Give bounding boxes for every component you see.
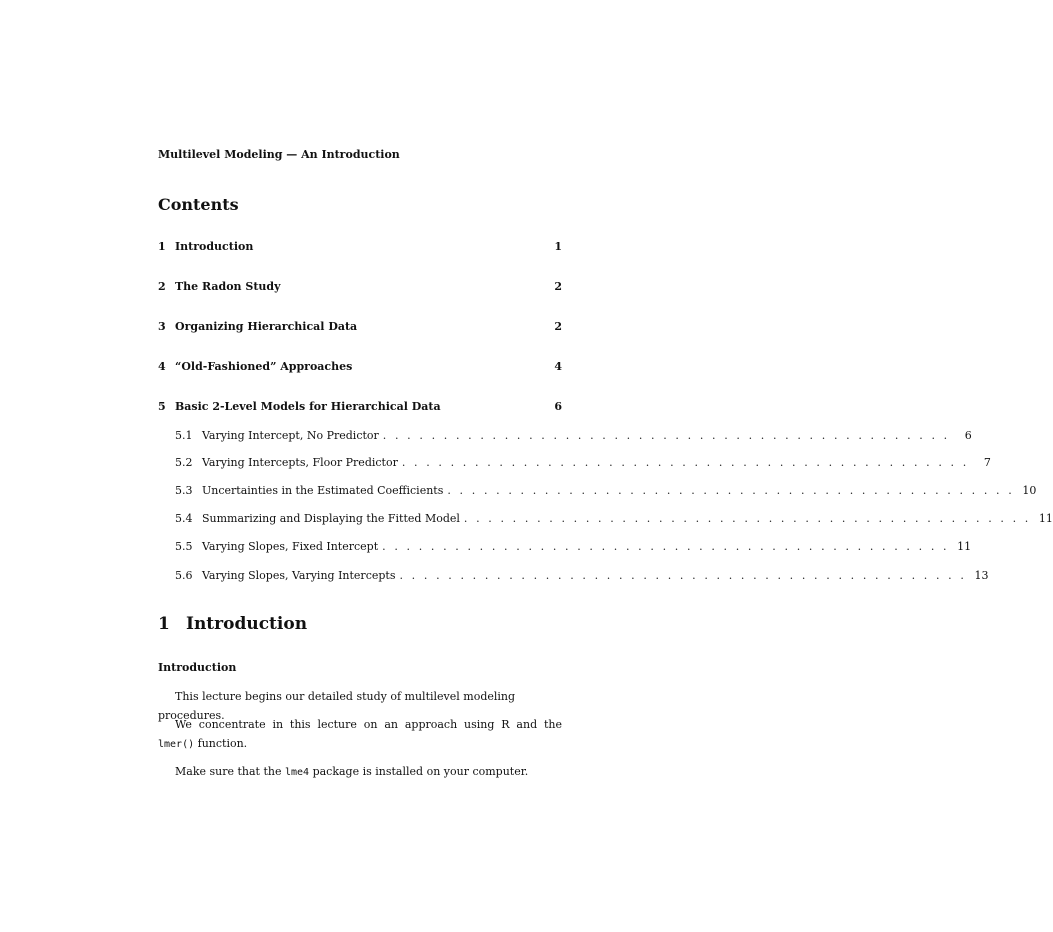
toc-subsection-title: Uncertainties in the Estimated Coefficients bbox=[202, 484, 444, 497]
toc-page-number: 7 bbox=[983, 456, 991, 469]
toc-subsection-title: Varying Intercepts, Floor Predictor bbox=[202, 456, 398, 469]
toc-section-title: Organizing Hierarchical Data bbox=[175, 320, 358, 333]
section-number: 1 bbox=[158, 614, 170, 634]
toc-section-number: 3 bbox=[158, 320, 166, 333]
toc-dot-leader: . . . . . . . . . . . . . . . . . . . . . . . . . . . . . . . . . . . . . . . . . . . . . . . bbox=[399, 569, 967, 582]
toc-section-5[interactable] bbox=[158, 400, 562, 416]
toc-section-number: 2 bbox=[158, 280, 166, 293]
toc-subsection-5-2[interactable] bbox=[175, 456, 991, 472]
paragraph-text: function. bbox=[194, 737, 248, 750]
toc-section-title: Basic 2-Level Models for Hierarchical Data bbox=[175, 400, 441, 413]
paragraph-heading: Introduction bbox=[158, 661, 237, 674]
toc-page-number: 2 bbox=[554, 320, 562, 333]
paragraph-text: We concentrate in this lecture on an approach using R and the bbox=[175, 718, 562, 731]
toc-section-title: Introduction bbox=[175, 240, 254, 253]
toc-section-2[interactable] bbox=[158, 280, 562, 296]
toc-section-number: 4 bbox=[158, 360, 166, 373]
paragraph-3 bbox=[158, 762, 562, 782]
contents-title: Contents bbox=[158, 195, 239, 214]
toc-section-number: 5 bbox=[158, 400, 166, 413]
toc-subsection-number: 5.6 bbox=[175, 569, 193, 582]
paragraph-1: This lecture begins our detailed study of multilevel modeling procedures. bbox=[158, 690, 516, 722]
toc-section-number: 1 bbox=[158, 240, 166, 253]
toc-page-number: 13 bbox=[974, 569, 989, 582]
paragraph-2 bbox=[158, 715, 562, 754]
toc-dot-leader: . . . . . . . . . . . . . . . . . . . . . . . . . . . . . . . . . . . . . . . . . . . . . . . bbox=[382, 429, 950, 442]
toc-section-1[interactable] bbox=[158, 240, 562, 256]
toc-subsection-5-6[interactable] bbox=[175, 569, 989, 585]
paragraph-text: Make sure that the bbox=[175, 765, 285, 778]
toc-subsection-number: 5.3 bbox=[175, 484, 193, 497]
toc-subsection-title: Varying Intercept, No Predictor bbox=[202, 429, 379, 442]
toc-subsection-number: 5.2 bbox=[175, 456, 193, 469]
toc-section-title: The Radon Study bbox=[175, 280, 281, 293]
toc-subsection-5-5[interactable] bbox=[175, 540, 972, 556]
toc-dot-leader: . . . . . . . . . . . . . . . . . . . . . . . . . . . . . . . . . . . . . . . . . . . . . . . bbox=[382, 540, 950, 553]
toc-subsection-5-4[interactable] bbox=[175, 512, 1053, 528]
toc-page-number: 10 bbox=[1022, 484, 1037, 497]
toc-section-title: “Old-Fashioned” Approaches bbox=[175, 360, 353, 373]
toc-subsection-title: Summarizing and Displaying the Fitted Model bbox=[202, 512, 460, 525]
section-title: Introduction bbox=[186, 614, 308, 634]
toc-subsection-number: 5.5 bbox=[175, 540, 193, 553]
toc-subsection-5-3[interactable] bbox=[175, 484, 1037, 500]
toc-page-number: 2 bbox=[554, 280, 562, 293]
toc-subsection-title: Varying Slopes, Fixed Intercept bbox=[202, 540, 379, 553]
toc-page-number: 1 bbox=[554, 240, 562, 253]
toc-section-4[interactable] bbox=[158, 360, 562, 376]
toc-subsection-5-1[interactable] bbox=[175, 429, 972, 445]
toc-page-number: 6 bbox=[554, 400, 562, 413]
toc-subsection-title: Varying Slopes, Varying Intercepts bbox=[202, 569, 396, 582]
paragraph-text: package is installed on your computer. bbox=[309, 765, 529, 778]
toc-dot-leader: . . . . . . . . . . . . . . . . . . . . . . . . . . . . . . . . . . . . . . . . . . . . . . . bbox=[463, 512, 1031, 525]
toc-subsection-number: 5.4 bbox=[175, 512, 193, 525]
toc-page-number: 11 bbox=[957, 540, 972, 553]
inline-code: lme4 bbox=[284, 767, 310, 778]
inline-code: lmer() bbox=[158, 739, 195, 750]
toc-page-number: 6 bbox=[964, 429, 972, 442]
toc-dot-leader: . . . . . . . . . . . . . . . . . . . . . . . . . . . . . . . . . . . . . . . . . . . . . . . bbox=[447, 484, 1015, 497]
toc-page-number: 4 bbox=[554, 360, 562, 373]
running-header: Multilevel Modeling — An Introduction bbox=[158, 148, 400, 161]
toc-subsection-number: 5.1 bbox=[175, 429, 193, 442]
toc-page-number: 11 bbox=[1038, 512, 1053, 525]
toc-dot-leader: . . . . . . . . . . . . . . . . . . . . . . . . . . . . . . . . . . . . . . . . . . . . . . . bbox=[401, 456, 969, 469]
section-heading bbox=[158, 614, 307, 634]
toc-section-3[interactable] bbox=[158, 320, 562, 336]
